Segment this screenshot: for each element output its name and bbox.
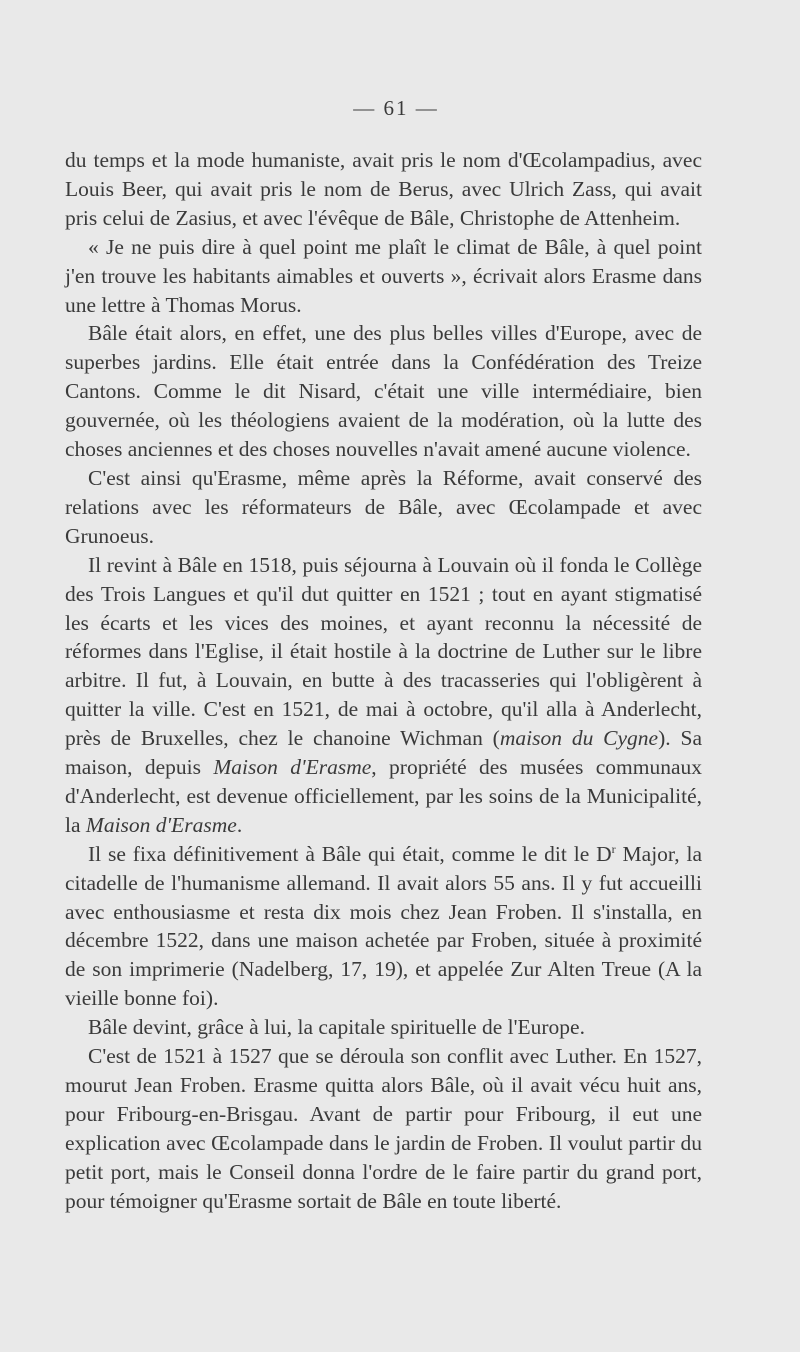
paragraph-5-text-e: , propriété des musées communaux d'Anderlecht, est devenue officiellement, par les soins de la Municipalité, la [65, 755, 702, 837]
paragraph-5-text-g: . [236, 812, 243, 837]
maison-erasme-italic-2: Maison d'Erasme [85, 812, 237, 837]
paragraph-6-text-b: Major, la citadelle de l'humanisme allemand. Il avait alors 55 ans. Il y fut accueilli avec enthousiasme et resta dix mois chez Jean Froben. Il s'installa, en décembre 1522, dans une maison achetée par Froben, située à proximité de son imprimerie (Nadelberg, 17, 19), et appelée Zur Alten Treue (A la vieille bonne foi). [65, 841, 702, 1011]
paragraph-3: Bâle était alors, en effet, une des plus belles villes d'Europe, avec de superbes jardins. Elle était entrée dans la Confédération des Treize Cantons. Comme le dit Nisard, c'était une ville intermédiaire, bien gouvernée, où les théologiens avaient de la modération, où la lutte des choses anciennes et des choses nouvelles n'avait amené aucune violence. [65, 321, 702, 462]
paragraph-6 [65, 840, 702, 1013]
page-number: — 61 — [353, 96, 439, 120]
maison-erasme-italic-1: Maison d'Erasme [213, 755, 372, 780]
doctor-superscript: r [611, 841, 616, 856]
paragraph-5-text-c: ). Sa maison, depuis [65, 726, 702, 780]
house-name-italic: maison du Cygne [499, 726, 659, 751]
paragraph-6-text-a: Il se fixa définitivement à Bâle qui était, comme le dit le D [88, 841, 612, 866]
paragraph-2: « Je ne puis dire à quel point me plaît le climat de Bâle, à quel point j'en trouve les habitants aimables et ouverts », écrivait alors Erasme dans une lettre à Thomas Morus. [65, 234, 702, 317]
body-text [65, 146, 702, 1216]
paragraph-7: Bâle devint, grâce à lui, la capitale spirituelle de l'Europe. [88, 1015, 585, 1040]
paragraph-5-text-a: Il revint à Bâle en 1518, puis séjourna à Louvain où il fonda le Collège des Trois Langues et qu'il dut quitter en 1521 ; tout en ayant stigmatisé les écarts et les vices des moines, et ayant reconnu la nécessité de réformes dans l'Eglise, il était hostile à la doctrine de Luther sur le libre arbitre. Il fut, à Louvain, en butte à des tracasseries qui l'obligèrent à quitter la ville. C'est en 1521, de mai à octobre, qu'il alla à Anderlecht, près de Bruxelles, chez le chanoine Wichman ( [65, 552, 702, 751]
paragraph-5 [65, 551, 702, 840]
paragraph-1: du temps et la mode humaniste, avait pris le nom d'Œcolampadius, avec Louis Beer, qui avait pris le nom de Berus, avec Ulrich Zass, qui avait pris celui de Zasius, et avec l'évêque de Bâle, Christophe de Attenheim. [65, 148, 702, 230]
paragraph-8: C'est de 1521 à 1527 que se déroula son conflit avec Luther. En 1527, mourut Jean Froben. Erasme quitta alors Bâle, où il avait vécu huit ans, pour Fribourg-en-Brisgau. Avant de partir pour Fribourg, il eut une explication avec Œcolampade dans le jardin de Froben. Il voulut partir du petit port, mais le Conseil donna l'ordre de le faire partir du grand port, pour témoigner qu'Erasme sortait de Bâle en toute liberté. [65, 1044, 702, 1213]
paragraph-4: C'est ainsi qu'Erasme, même après la Réforme, avait conservé des relations avec les réformateurs de Bâle, avec Œcolampade et avec Grunoeus. [65, 465, 702, 548]
